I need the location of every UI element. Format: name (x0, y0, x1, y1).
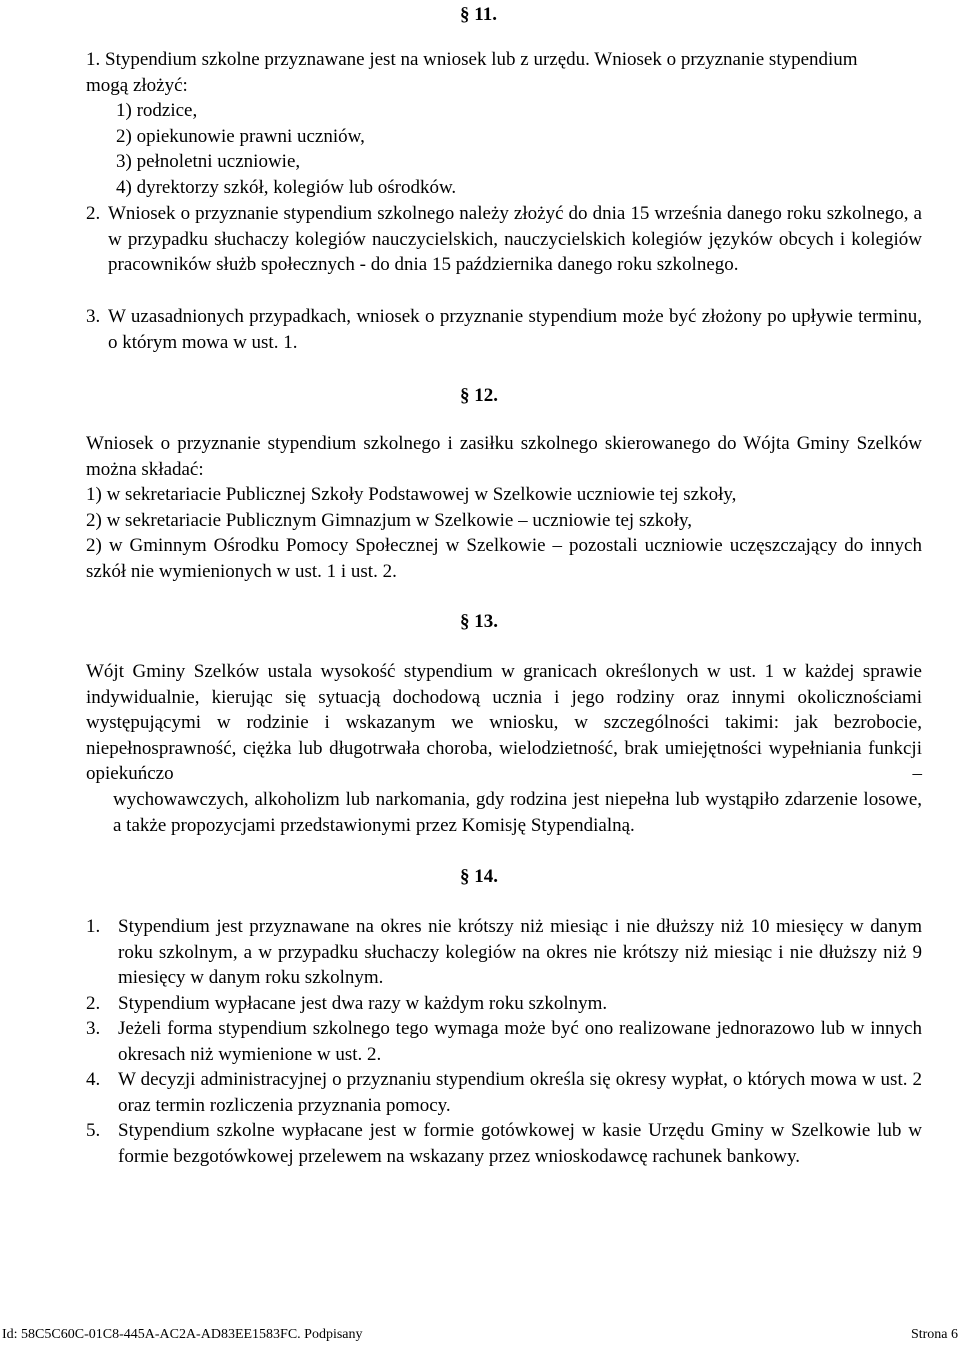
s14-item-text: Jeżeli forma stypendium szkolnego tego wymaga może być ono realizowane jednorazowo lub w innych okresach niż wymienione w ust. 2. (118, 1018, 922, 1065)
footer-page-number: Strona 6 (910, 1327, 958, 1342)
s11-p3-number: 3. (86, 306, 101, 327)
s14-item-text: Stypendium jest przyznawane na okres nie krótszy niż miesiąc i nie dłuższy niż 10 miesięcy w danym roku szkolnym, a w przypadku słuchaczy kolegiów na okres nie krótszy niż miesiąc i nie dłuższy niż 9 miesięcy w danym roku szkolnym. (118, 916, 922, 988)
s12-item: 2) w sekretariacie Publicznym Gimnazjum w Szelkowie – uczniowie tej szkoły, (86, 509, 693, 531)
footer-document-id: Id: 58C5C60C-01C8-445A-AC2A-AD83EE1583FC. Podpisany (2, 1327, 363, 1342)
s14-item (86, 1118, 922, 1169)
s14-item (86, 1016, 922, 1067)
s12-list (86, 482, 922, 584)
s14-item-number: 4. (86, 1069, 101, 1090)
s11-p1-item: 4) dyrektorzy szkół, kolegiów lub ośrodków. (116, 176, 457, 198)
s11-p1-item: 3) pełnoletni uczniowie, (116, 151, 301, 172)
s12-item: 2) w Gminnym Ośrodku Pomocy Społecznej w Szelkowie – pozostali uczniowie uczęszczający do innych szkół nie wymienionych w ust. 1 i ust. 2. (86, 535, 922, 582)
s14-item-text: Stypendium szkolne wypłacane jest w formie gotówkowej w kasie Urzędu Gminy w Szelkowie lub w formie bezgotówkowej przelewem na wskazany przez wnioskodawcę rachunek bankowy. (118, 1120, 922, 1167)
s14-item-number: 3. (86, 1018, 101, 1039)
s14-item (86, 1067, 922, 1118)
s13-text-part-1: Wójt Gminy Szelków ustala wysokość stypendium w granicach określonych w ust. 1 w każdej sprawie indywidualnie, kierując się sytuacją dochodową ucznia i jego rodziny oraz innymi okolicznościami występującymi w rodzinie i wskazanym we wniosku, w szczególności takimi: jak bezrobocie, niepełnosprawność, ciężka lub długotrwała choroba, wielodzietność, brak umiejętności wypełniania funkcji opiekuńczo – (86, 661, 922, 784)
section-13-title: § 13. (460, 611, 498, 632)
section-12-title: § 12. (460, 385, 498, 406)
s14-item-number: 1. (86, 916, 101, 937)
s11-paragraph-2 (86, 201, 922, 278)
s11-p2-number: 2. (86, 203, 101, 224)
s11-p2-text: Wniosek o przyznanie stypendium szkolnego należy złożyć do dnia 15 września danego roku szkolnego, a w przypadku słuchaczy kolegiów nauczycielskich, nauczycielskich kolegiów języków obcych i kolegiów pracowników służb społecznych - do dnia 15 października danego roku szkolnego. (108, 203, 922, 275)
s14-item (86, 914, 922, 991)
s14-item-text: W decyzji administracyjnej o przyznaniu stypendium określa się okresy wypłat, o których mowa w ust. 2 oraz termin rozliczenia przyznania pomocy. (118, 1069, 922, 1116)
s13-text-part-2: wychowawczych, alkoholizm lub narkomania, gdy rodzina jest niepełna lub wystąpiło zdarzenie losowe, a także propozycjami przedstawionymi przez Komisję Stypendialną. (113, 789, 922, 836)
s11-p1-item: 2) opiekunowie prawni uczniów, (116, 125, 365, 147)
s14-item-number: 5. (86, 1120, 101, 1141)
s11-paragraph-1 (86, 47, 922, 200)
section-11-title: § 11. (460, 4, 497, 25)
s11-p1-item: 1) rodzice, (116, 100, 198, 121)
s11-paragraph-3 (86, 304, 922, 355)
s12-item: 1) w sekretariacie Publicznej Szkoły Podstawowej w Szelkowie uczniowie tej szkoły, (86, 484, 737, 505)
s11-p1-text: 1. Stypendium szkolne przyznawane jest na wniosek lub z urzędu. Wniosek o przyznanie stypendium mogą złożyć: (86, 49, 858, 96)
s14-item-number: 2. (86, 993, 101, 1014)
s14-item-text: Stypendium wypłacane jest dwa razy w każdym roku szkolnym. (118, 993, 608, 1014)
section-14-title: § 14. (460, 866, 498, 887)
s14-item (86, 991, 922, 1017)
s11-p3-text: W uzasadnionych przypadkach, wniosek o przyznanie stypendium może być złożony po upływie terminu, o którym mowa w ust. 1. (108, 306, 922, 353)
s12-intro: Wniosek o przyznanie stypendium szkolnego i zasiłku szkolnego skierowanego do Wójta Gminy Szelków można składać: (86, 433, 922, 480)
